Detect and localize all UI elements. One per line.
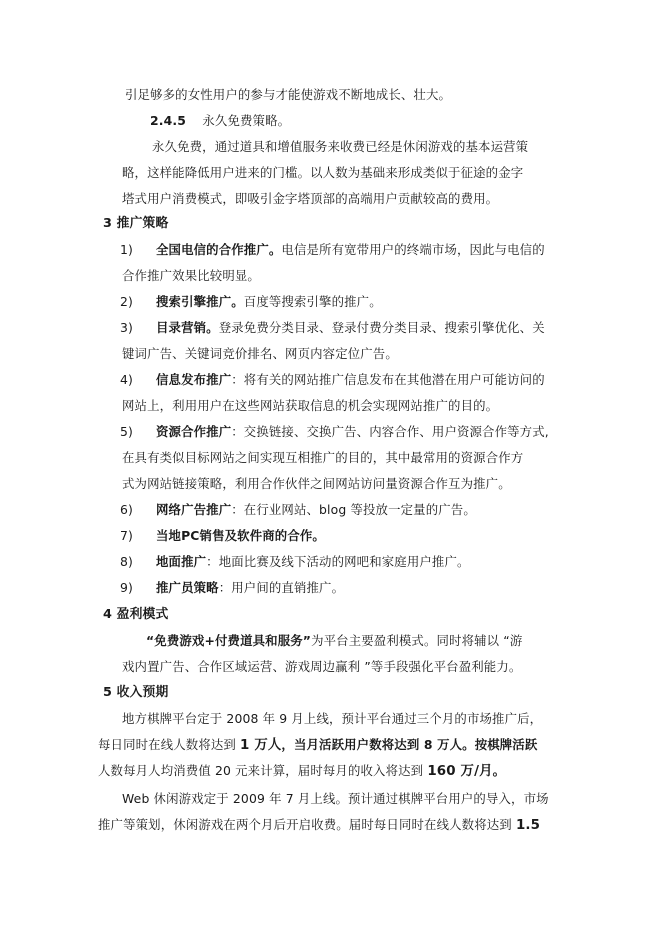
paragraph-line: 永久免费，通过道具和增值服务来收费已经是休闲游戏的基本运营策 bbox=[152, 139, 529, 154]
list-item-bold: 信息发布推广 bbox=[156, 372, 232, 387]
list-item-text: ：地面比赛及线下活动的网吧和家庭用户推广。 bbox=[206, 554, 470, 569]
paragraph-text: ，当月活跃用户数将达到 8 万人。按棋牌活跃 bbox=[281, 737, 538, 752]
paragraph-text: 。 bbox=[492, 763, 506, 778]
paragraph-text: 为平台主要盈利模式。同时将辅以 “游 bbox=[311, 633, 523, 648]
paragraph-line: 地方棋牌平台定于 2008 年 9 月上线，预计平台通过三个月的市场推广后， bbox=[122, 711, 543, 726]
list-item-bold: 搜索引擎推广。 bbox=[156, 294, 244, 309]
list-item bbox=[120, 501, 476, 519]
list-item-number: 1) bbox=[120, 242, 134, 257]
paragraph-line: Web 休闲游戏定于 2009 年 7 月上线。预计通过棋牌平台用户的导入，市场 bbox=[122, 791, 549, 806]
list-item-bold: 地面推广 bbox=[156, 554, 207, 569]
list-item-number: 9) bbox=[120, 580, 134, 595]
list-item-number: 7) bbox=[120, 528, 134, 543]
subsection-heading-2-4-5 bbox=[150, 112, 290, 130]
paragraph-line: 略，这样能降低用户进来的门槛。以人数为基础来形成类似于征途的金字 bbox=[122, 165, 524, 180]
list-item-bold: 全国电信的合作推广。 bbox=[156, 242, 282, 257]
subsection-title: 永久免费策略。 bbox=[202, 113, 291, 128]
paragraph-continuation: 引足够多的女性用户的参与才能使游戏不断地成长、壮大。 bbox=[125, 87, 452, 102]
list-item-continuation: 键词广告、关键词竞价排名、网页内容定位广告。 bbox=[122, 346, 398, 361]
paragraph-text: 人数每月人均消费值 20 元来计算，届时每月的收入将达到 bbox=[98, 763, 428, 778]
list-item-bold: 资源合作推广 bbox=[156, 424, 232, 439]
list-item-number: 5) bbox=[120, 424, 134, 439]
list-item-bold: 网络广告推广 bbox=[156, 502, 232, 517]
list-item bbox=[120, 371, 545, 389]
list-item bbox=[120, 293, 382, 311]
list-item-text: 电信是所有宽带用户的终端市场，因此与电信的 bbox=[281, 242, 545, 257]
paragraph-line bbox=[98, 762, 505, 781]
list-item bbox=[120, 423, 549, 441]
list-item-continuation: 式为网站链接策略，利用合作伙伴之间网站访问量资源合作互为推广。 bbox=[122, 476, 511, 491]
list-item bbox=[120, 553, 470, 571]
section-heading-promotion: 3 推广策略 bbox=[103, 216, 169, 231]
list-item-continuation: 合作推广效果比较明显。 bbox=[122, 268, 260, 283]
paragraph-line bbox=[98, 736, 537, 755]
list-item-number: 4) bbox=[120, 372, 134, 387]
list-item-number: 6) bbox=[120, 502, 134, 517]
list-item-number: 8) bbox=[120, 554, 134, 569]
list-item-text: ：用户间的直销推广。 bbox=[218, 580, 345, 595]
paragraph-line: 塔式用户消费模式，即吸引金字塔顶部的高端用户贡献较高的费用。 bbox=[122, 191, 499, 206]
list-item bbox=[120, 319, 545, 337]
list-item-bold: 当地PC销售及软件商的合作。 bbox=[156, 528, 325, 543]
list-item bbox=[120, 579, 344, 597]
section-heading-profit-model: 4 盈利模式 bbox=[103, 607, 169, 622]
list-item-text: ：在行业网站、blog 等投放一定量的广告。 bbox=[231, 502, 476, 517]
highlight-value: 1.5 bbox=[515, 818, 541, 833]
section-heading-revenue: 5 收入预期 bbox=[103, 685, 169, 700]
list-item-number: 3) bbox=[120, 320, 134, 335]
list-item-text: ：将有关的网站推广信息发布在其他潜在用户可能访问的 bbox=[231, 372, 545, 387]
bold-phrase: “免费游戏+付费道具和服务” bbox=[146, 633, 312, 648]
list-item-text: 百度等搜索引擎的推广。 bbox=[243, 294, 382, 309]
list-item-continuation: 在具有类似目标网站之间实现互相推广的目的，其中最常用的资源合作方 bbox=[122, 450, 524, 465]
paragraph-line bbox=[98, 816, 540, 835]
highlight-value: 1 万人 bbox=[240, 738, 282, 753]
list-item bbox=[120, 527, 325, 545]
list-item-text: 登录免费分类目录、登录付费分类目录、搜索引擎优化、关 bbox=[218, 320, 545, 335]
paragraph-line: 戏内置广告、合作区域运营、游戏周边赢利 ”等手段强化平台盈利能力。 bbox=[122, 659, 522, 674]
paragraph-text: 推广等策划，休闲游戏在两个月后开启收费。届时每日同时在线人数将达到 bbox=[98, 817, 516, 832]
list-item-bold: 目录营销。 bbox=[156, 320, 219, 335]
list-item bbox=[120, 241, 545, 259]
paragraph-line bbox=[146, 632, 522, 650]
list-item-continuation: 网站上，利用用户在这些网站获取信息的机会实现网站推广的目的。 bbox=[122, 398, 499, 413]
list-item-text: ：交换链接、交换广告、内容合作、用户资源合作等方式, bbox=[231, 424, 549, 439]
list-item-number: 2) bbox=[120, 294, 134, 309]
highlight-value: 160 万/月 bbox=[427, 764, 493, 779]
paragraph-text: 每日同时在线人数将达到 bbox=[98, 737, 241, 752]
list-item-bold: 推广员策略 bbox=[156, 580, 219, 595]
subsection-number: 2.4.5 bbox=[150, 113, 187, 128]
